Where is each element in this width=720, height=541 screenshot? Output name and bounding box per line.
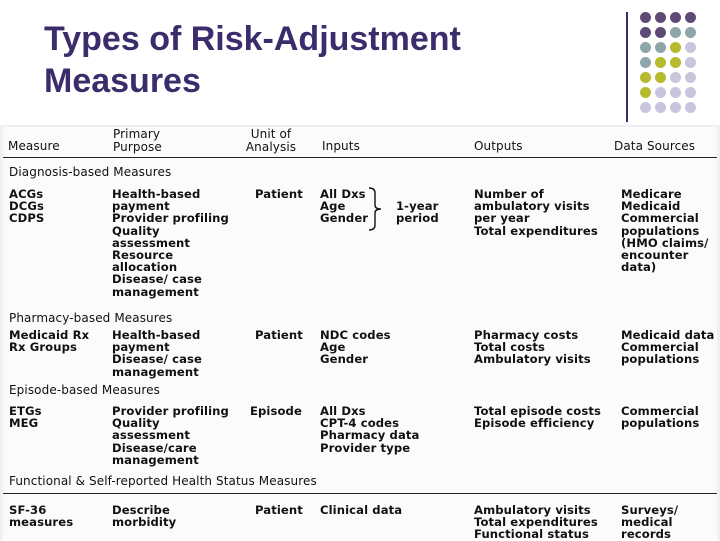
header-primary-purpose: Primary Purpose (113, 127, 162, 154)
decoration-dot (670, 72, 681, 83)
section-inputs-episode: All Dxs CPT-4 codes Pharmacy data Provider type (320, 404, 420, 455)
decoration-dot (685, 42, 696, 53)
decoration-dot (640, 42, 651, 53)
section-purpose-pharmacy: Health-based payment Disease/ case management (112, 328, 202, 379)
decoration-dot (640, 102, 651, 113)
section-outputs-functional: Ambulatory visits Total expenditures Functional status (474, 503, 598, 541)
decoration-dot (685, 12, 696, 23)
section-inputs-functional: Clinical data (320, 503, 403, 517)
decoration-dot (655, 42, 666, 53)
decoration-dot (685, 87, 696, 98)
slide-title: Types of Risk-Adjustment Measures (44, 20, 461, 100)
decoration-dot (670, 12, 681, 23)
header-unit-of-analysis: Unit of Analysis (245, 127, 297, 154)
decoration-dot (655, 27, 666, 38)
section-measures-pharmacy: Medicaid Rx Rx Groups (9, 328, 90, 355)
decoration-dot (685, 72, 696, 83)
decoration-dot (685, 27, 696, 38)
decoration-dot (670, 27, 681, 38)
decoration-dot (655, 72, 666, 83)
section-sources-functional: Surveys/ medical records (621, 503, 679, 541)
curly-brace-icon (367, 187, 385, 231)
decoration-dot (655, 102, 666, 113)
section-measures-functional: SF-36 measures (9, 503, 74, 530)
decoration-dot (640, 27, 651, 38)
header-rule (3, 157, 717, 158)
decoration-dot (655, 57, 666, 68)
section-sources-pharmacy: Medicaid data Commercial populations (621, 328, 715, 367)
section-sources-episode: Commercial populations (621, 404, 700, 431)
section-unit-episode: Episode (250, 404, 302, 418)
section-unit-diagnosis: Patient (255, 187, 303, 201)
section-title-pharmacy: Pharmacy-based Measures (9, 311, 173, 325)
header-measure: Measure (8, 139, 60, 153)
section-sources-diagnosis: Medicare Medicaid Commercial populations (HMO claims/ encounter data) (621, 187, 709, 275)
decoration-dot (685, 102, 696, 113)
header-outputs: Outputs (474, 139, 523, 153)
header-inputs: Inputs (322, 139, 360, 153)
section-measures-diagnosis: ACGs DCGs CDPS (9, 187, 45, 226)
decoration-dot (640, 12, 651, 23)
decoration-dot (670, 42, 681, 53)
section-title-episode: Episode-based Measures (9, 383, 160, 397)
decoration-dot (655, 12, 666, 23)
section-unit-pharmacy: Patient (255, 328, 303, 342)
section-period-diagnosis: 1-year period (396, 199, 439, 226)
decoration-dot (670, 57, 681, 68)
section-purpose-functional: Describe morbidity (112, 503, 177, 530)
divider-line (626, 12, 628, 122)
section-title-diagnosis: Diagnosis-based Measures (9, 165, 172, 179)
section-inputs-pharmacy: NDC codes Age Gender (320, 328, 391, 367)
decoration-dot (640, 72, 651, 83)
section-unit-functional: Patient (255, 503, 303, 517)
decoration-dot (685, 57, 696, 68)
decoration-dot (640, 87, 651, 98)
section-purpose-episode: Provider profiling Quality assessment Disease/care management (112, 404, 229, 467)
section-purpose-diagnosis: Health-based payment Provider profiling Quality assessment Resource allocation Disease/ case management (112, 187, 229, 299)
section-inputs-diagnosis: All Dxs Age Gender (320, 187, 369, 226)
section-outputs-episode: Total episode costs Episode efficiency (474, 404, 601, 431)
section-rule-functional (3, 493, 717, 494)
section-outputs-diagnosis: Number of ambulatory visits per year Total expenditures (474, 187, 598, 238)
section-measures-episode: ETGs MEG (9, 404, 42, 431)
decoration-dot (655, 87, 666, 98)
section-title-functional: Functional & Self-reported Health Status Measures (9, 474, 317, 488)
header-data-sources: Data Sources (614, 139, 696, 153)
dot-grid-decoration (640, 12, 720, 122)
decoration-dot (640, 57, 651, 68)
decoration-dot (670, 102, 681, 113)
section-outputs-pharmacy: Pharmacy costs Total costs Ambulatory visits (474, 328, 591, 367)
decoration-dot (670, 87, 681, 98)
